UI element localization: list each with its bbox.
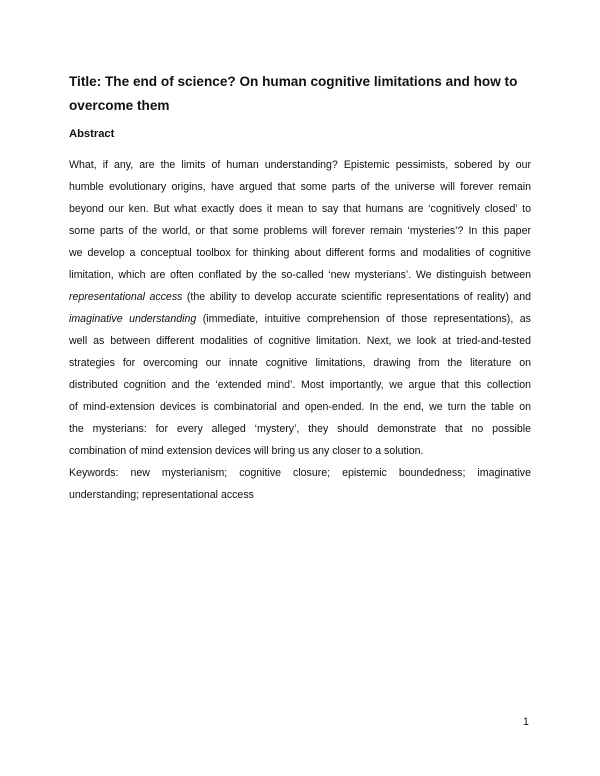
page-number: 1 xyxy=(523,716,529,728)
term-imaginative-understanding: imaginative understanding xyxy=(69,313,197,325)
abstract-line: limitation, which are often conflated by the so-called ‘new mysterians’. We distinguish between xyxy=(69,269,531,281)
abstract-line: some parts of the world, or that some problems will forever remain ‘mysteries’? In this paper xyxy=(69,225,531,237)
abstract-line xyxy=(69,308,531,330)
keywords-line: Keywords: new mysterianism; cognitive closure; epistemic boundedness; imaginative xyxy=(69,467,531,479)
keywords xyxy=(69,462,531,506)
abstract-line: of mind-extension devices is combinatorial and open-ended. In the end, we turn the table on xyxy=(69,401,531,413)
abstract-body xyxy=(69,154,531,462)
abstract-line: the mysterians: for every alleged ‘mystery’, they should demonstrate that no possible xyxy=(69,423,531,435)
abstract-line: we develop a conceptual toolbox for thinking about different forms and modalities of cognitive xyxy=(69,247,531,259)
abstract-line-text: (immediate, intuitive comprehension of those representations), as xyxy=(196,313,531,325)
keywords-line: understanding; representational access xyxy=(69,489,254,501)
abstract-line: distributed cognition and the ‘extended mind’. Most importantly, we argue that this collection xyxy=(69,379,531,391)
paper-title: Title: The end of science? On human cognitive limitations and how to overcome them xyxy=(69,74,518,113)
abstract-line xyxy=(69,286,531,308)
abstract-line: humble evolutionary origins, have argued that some parts of the universe will forever remain xyxy=(69,181,531,193)
abstract-line: strategies for overcoming our innate cognitive limitations, drawing from the literature on xyxy=(69,357,531,369)
abstract-line: well as between different modalities of cognitive limitation. Next, we look at tried-and-tested xyxy=(69,335,531,347)
abstract-line: combination of mind extension devices will bring us any closer to a solution. xyxy=(69,445,424,457)
abstract-line-text: (the ability to develop accurate scientific representations of reality) and xyxy=(182,291,531,303)
abstract-line: beyond our ken. But what exactly does it mean to say that humans are ‘cognitively closed’ to xyxy=(69,203,531,215)
abstract-line: What, if any, are the limits of human understanding? Epistemic pessimists, sobered by our xyxy=(69,159,531,171)
term-representational-access: representational access xyxy=(69,291,183,303)
abstract-heading: Abstract xyxy=(69,128,115,140)
